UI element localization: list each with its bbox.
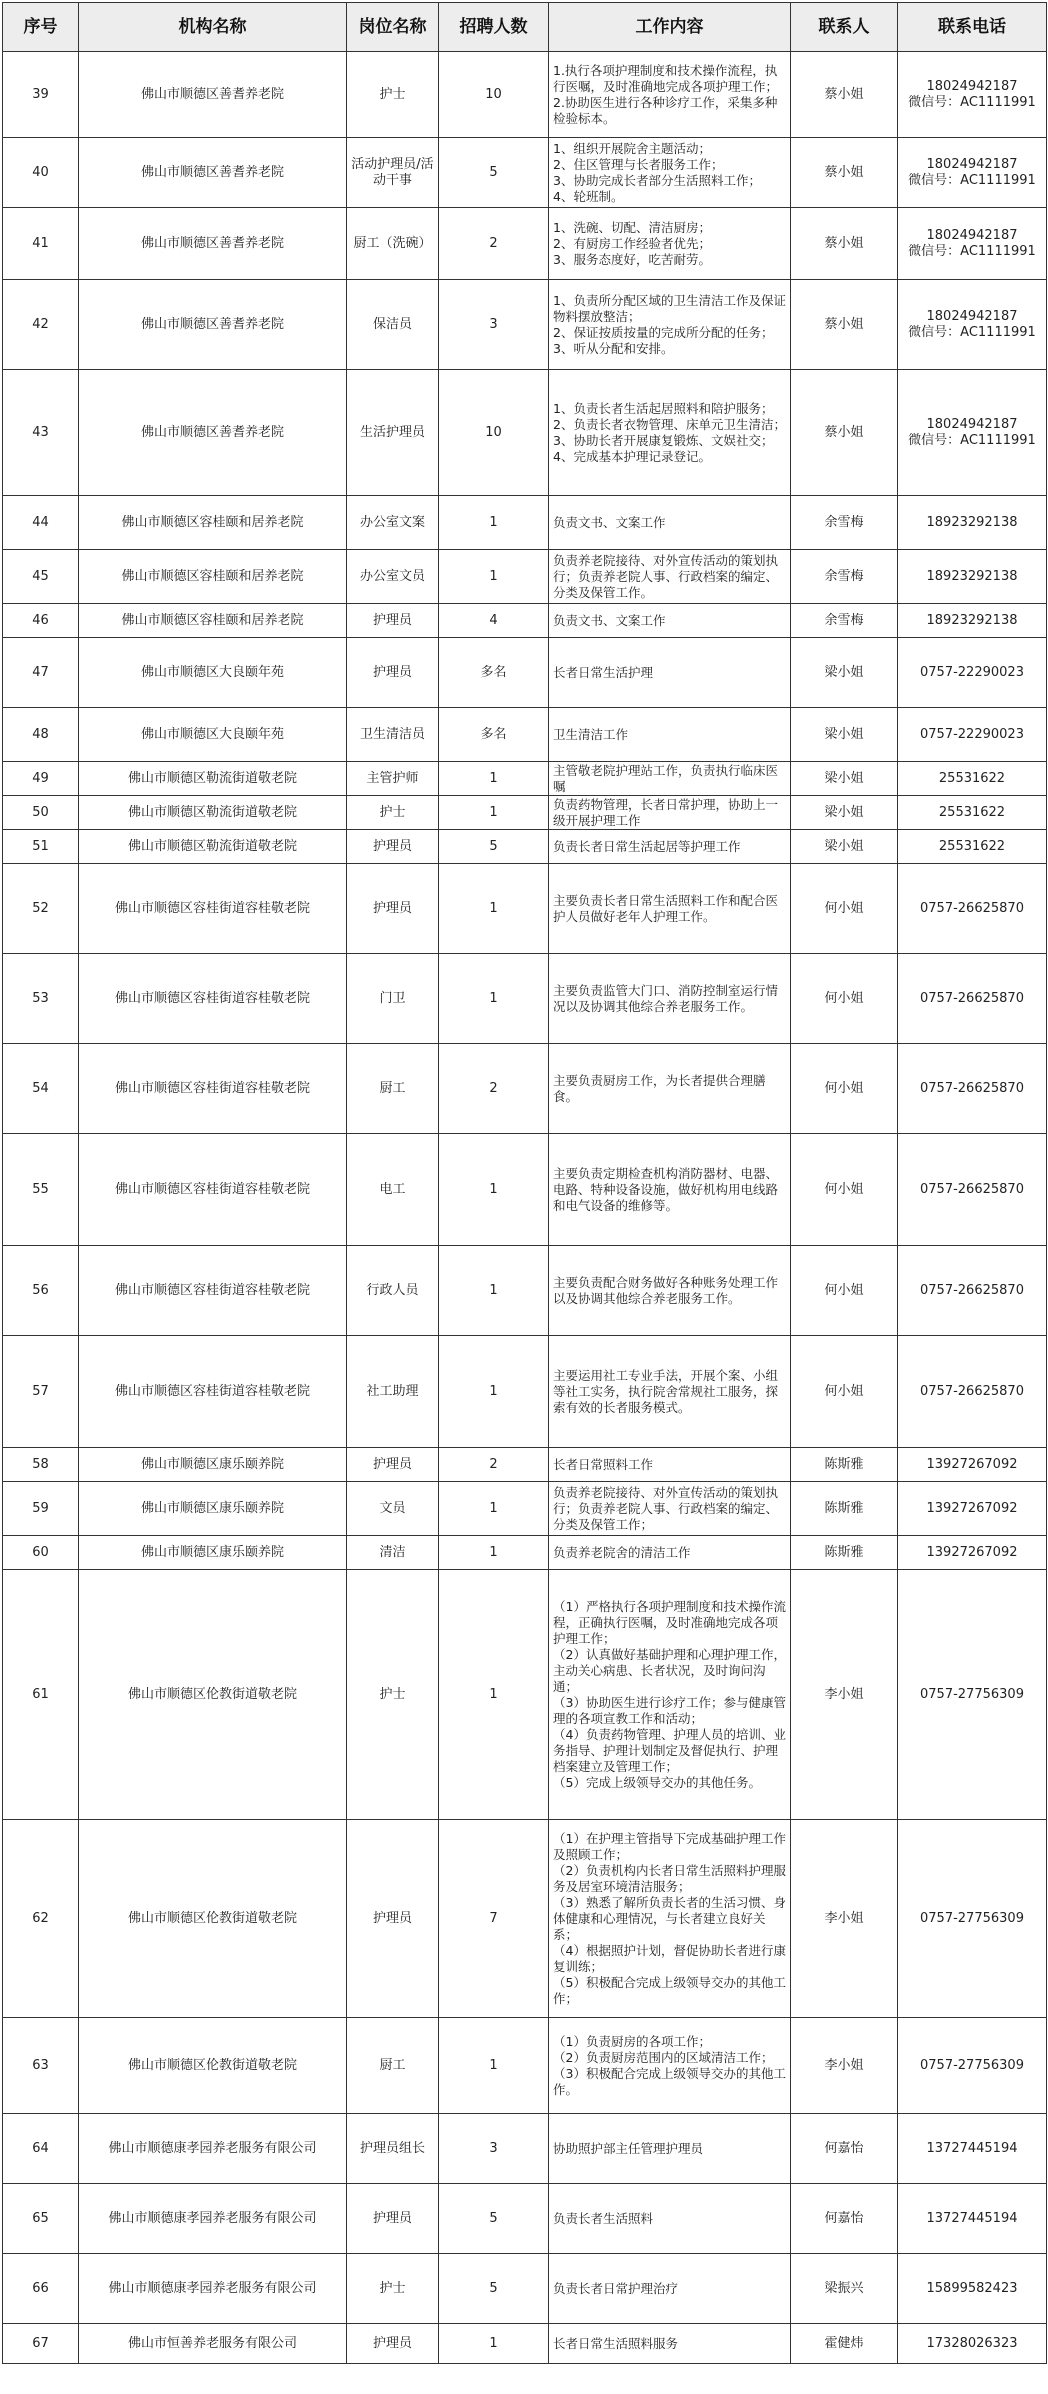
row-post: 护理员 <box>347 864 439 954</box>
row-post: 门卫 <box>347 954 439 1044</box>
header-index: 序号 <box>3 3 79 52</box>
row-count: 1 <box>439 1482 549 1536</box>
row-index: 62 <box>3 1820 79 2018</box>
row-work: 负责养老院舍的清洁工作 <box>549 1536 791 1570</box>
row-count: 1 <box>439 796 549 830</box>
row-org: 佛山市顺德区勒流街道敬老院 <box>79 762 347 796</box>
row-index: 44 <box>3 496 79 550</box>
table-row <box>3 954 1047 1044</box>
row-org: 佛山市顺德区勒流街道敬老院 <box>79 796 347 830</box>
table-row <box>3 52 1047 138</box>
row-phone: 18024942187 微信号：AC1111991 <box>898 52 1047 138</box>
table-row <box>3 550 1047 604</box>
table-row <box>3 1820 1047 2018</box>
row-count: 5 <box>439 2184 549 2254</box>
row-work: 负责养老院接待、对外宣传活动的策划执行；负责养老院人事、行政档案的编定、分类及保管工作。 <box>549 550 791 604</box>
row-post: 主管护师 <box>347 762 439 796</box>
row-index: 52 <box>3 864 79 954</box>
row-index: 51 <box>3 830 79 864</box>
table-row <box>3 2254 1047 2324</box>
row-contact: 何嘉怡 <box>791 2114 898 2184</box>
row-count: 3 <box>439 2114 549 2184</box>
row-contact: 梁小姐 <box>791 762 898 796</box>
row-contact: 梁小姐 <box>791 708 898 762</box>
header-org: 机构名称 <box>79 3 347 52</box>
row-work: 主要负责配合财务做好各种账务处理工作以及协调其他综合养老服务工作。 <box>549 1246 791 1336</box>
row-post: 护理员组长 <box>347 2114 439 2184</box>
row-work: （1）负责厨房的各项工作； （2）负责厨房范围内的区域清洁工作； （3）积极配合完成上级领导交办的其他工作。 <box>549 2018 791 2114</box>
table-row <box>3 708 1047 762</box>
row-contact: 余雪梅 <box>791 604 898 638</box>
row-contact: 余雪梅 <box>791 550 898 604</box>
row-count: 1 <box>439 864 549 954</box>
recruitment-table <box>2 2 1047 2364</box>
row-work: 负责文书、文案工作 <box>549 496 791 550</box>
row-index: 45 <box>3 550 79 604</box>
header-phone: 联系电话 <box>898 3 1047 52</box>
row-post: 电工 <box>347 1134 439 1246</box>
row-work: 卫生清洁工作 <box>549 708 791 762</box>
row-post: 保洁员 <box>347 280 439 370</box>
table-row <box>3 1246 1047 1336</box>
row-post: 护士 <box>347 1570 439 1820</box>
row-contact: 蔡小姐 <box>791 370 898 496</box>
row-contact: 梁小姐 <box>791 796 898 830</box>
row-post: 护士 <box>347 52 439 138</box>
row-org: 佛山市顺德区康乐颐养院 <box>79 1448 347 1482</box>
row-contact: 霍健炜 <box>791 2324 898 2364</box>
row-org: 佛山市顺德区容桂街道容桂敬老院 <box>79 1246 347 1336</box>
row-work: 长者日常生活护理 <box>549 638 791 708</box>
row-count: 2 <box>439 208 549 280</box>
table-row <box>3 370 1047 496</box>
row-work: 主管敬老院护理站工作，负责执行临床医嘱 <box>549 762 791 796</box>
header-contact: 联系人 <box>791 3 898 52</box>
row-phone: 13727445194 <box>898 2184 1047 2254</box>
row-index: 63 <box>3 2018 79 2114</box>
row-work: 协助照护部主任管理护理员 <box>549 2114 791 2184</box>
row-index: 46 <box>3 604 79 638</box>
row-index: 41 <box>3 208 79 280</box>
row-org: 佛山市顺德区大良颐年苑 <box>79 708 347 762</box>
row-count: 10 <box>439 370 549 496</box>
row-contact: 陈斯雅 <box>791 1536 898 1570</box>
row-work: 1、组织开展院舍主题活动； 2、住区管理与长者服务工作； 3、协助完成长者部分生活照料工作； 4、轮班制。 <box>549 138 791 208</box>
row-post: 护理员 <box>347 2184 439 2254</box>
row-post: 护理员 <box>347 604 439 638</box>
header-count: 招聘人数 <box>439 3 549 52</box>
row-phone: 25531622 <box>898 796 1047 830</box>
row-org: 佛山市顺德区大良颐年苑 <box>79 638 347 708</box>
row-contact: 何小姐 <box>791 1336 898 1448</box>
row-contact: 梁小姐 <box>791 638 898 708</box>
row-count: 多名 <box>439 708 549 762</box>
row-count: 多名 <box>439 638 549 708</box>
row-phone: 13927267092 <box>898 1536 1047 1570</box>
row-org: 佛山市顺德区善耆养老院 <box>79 208 347 280</box>
row-count: 1 <box>439 550 549 604</box>
table-row <box>3 762 1047 796</box>
row-org: 佛山市顺德康孝园养老服务有限公司 <box>79 2114 347 2184</box>
row-org: 佛山市顺德区容桂街道容桂敬老院 <box>79 1336 347 1448</box>
row-work: 1.执行各项护理制度和技术操作流程，执行医嘱，及时准确地完成各项护理工作； 2.协助医生进行各种诊疗工作，采集多种检验标本。 <box>549 52 791 138</box>
row-contact: 蔡小姐 <box>791 208 898 280</box>
row-phone: 0757-27756309 <box>898 2018 1047 2114</box>
row-post: 厨工（洗碗） <box>347 208 439 280</box>
row-org: 佛山市恒善养老服务有限公司 <box>79 2324 347 2364</box>
row-org: 佛山市顺德区善耆养老院 <box>79 280 347 370</box>
row-org: 佛山市顺德区容桂街道容桂敬老院 <box>79 1134 347 1246</box>
row-phone: 13927267092 <box>898 1482 1047 1536</box>
row-phone: 0757-26625870 <box>898 954 1047 1044</box>
row-work: 负责文书、文案工作 <box>549 604 791 638</box>
row-contact: 何小姐 <box>791 864 898 954</box>
row-post: 护理员 <box>347 638 439 708</box>
row-index: 47 <box>3 638 79 708</box>
row-index: 67 <box>3 2324 79 2364</box>
row-count: 1 <box>439 2018 549 2114</box>
row-phone: 0757-22290023 <box>898 708 1047 762</box>
row-count: 1 <box>439 762 549 796</box>
row-post: 卫生清洁员 <box>347 708 439 762</box>
row-count: 3 <box>439 280 549 370</box>
table-row <box>3 1448 1047 1482</box>
row-count: 7 <box>439 1820 549 2018</box>
row-phone: 0757-26625870 <box>898 1044 1047 1134</box>
row-post: 办公室文案 <box>347 496 439 550</box>
row-phone: 0757-26625870 <box>898 1336 1047 1448</box>
row-work: 1、负责所分配区域的卫生清洁工作及保证物料摆放整洁； 2、保证按质按量的完成所分配的任务； 3、听从分配和安排。 <box>549 280 791 370</box>
row-work: 1、负责长者生活起居照料和陪护服务； 2、负责长者衣物管理、床单元卫生清洁； 3、协助长者开展康复锻炼、文娱社交； 4、完成基本护理记录登记。 <box>549 370 791 496</box>
row-contact: 陈斯雅 <box>791 1482 898 1536</box>
row-work: 负责长者生活照料 <box>549 2184 791 2254</box>
row-contact: 陈斯雅 <box>791 1448 898 1482</box>
table-row <box>3 2114 1047 2184</box>
row-phone: 18024942187 微信号：AC1111991 <box>898 208 1047 280</box>
row-index: 53 <box>3 954 79 1044</box>
row-post: 文员 <box>347 1482 439 1536</box>
row-post: 行政人员 <box>347 1246 439 1336</box>
row-phone: 18923292138 <box>898 496 1047 550</box>
row-index: 55 <box>3 1134 79 1246</box>
row-post: 生活护理员 <box>347 370 439 496</box>
table-row <box>3 796 1047 830</box>
table-body <box>3 52 1047 2364</box>
row-org: 佛山市顺德区容桂颐和居养老院 <box>79 550 347 604</box>
row-post: 护理员 <box>347 1448 439 1482</box>
row-phone: 0757-26625870 <box>898 864 1047 954</box>
row-contact: 李小姐 <box>791 1570 898 1820</box>
row-index: 57 <box>3 1336 79 1448</box>
row-post: 清洁 <box>347 1536 439 1570</box>
row-contact: 何嘉怡 <box>791 2184 898 2254</box>
row-phone: 25531622 <box>898 762 1047 796</box>
row-phone: 0757-27756309 <box>898 1570 1047 1820</box>
row-index: 54 <box>3 1044 79 1134</box>
row-phone: 13927267092 <box>898 1448 1047 1482</box>
row-index: 50 <box>3 796 79 830</box>
row-work: 主要负责厨房工作，为长者提供合理膳食。 <box>549 1044 791 1134</box>
row-index: 64 <box>3 2114 79 2184</box>
row-org: 佛山市顺德区伦教街道敬老院 <box>79 1570 347 1820</box>
row-org: 佛山市顺德区善耆养老院 <box>79 370 347 496</box>
row-work: （1）在护理主管指导下完成基础护理工作及照顾工作； （2）负责机构内长者日常生活照料护理服务及居室环境清洁服务； （3）熟悉了解所负责长者的生活习惯、身体健康和心理情况，与长者建立良好关系； （4）根据照护计划，督促协助长者进行康复训练； （5）积极配合完成上级领导交办的其他工作； <box>549 1820 791 2018</box>
row-work: 主要负责定期检查机构消防器材、电器、电路、特种设备设施，做好机构用电线路和电气设备的维修等。 <box>549 1134 791 1246</box>
row-count: 2 <box>439 1448 549 1482</box>
row-post: 厨工 <box>347 2018 439 2114</box>
row-index: 42 <box>3 280 79 370</box>
row-post: 护理员 <box>347 830 439 864</box>
table-row <box>3 280 1047 370</box>
table-row <box>3 864 1047 954</box>
row-count: 10 <box>439 52 549 138</box>
row-org: 佛山市顺德区容桂街道容桂敬老院 <box>79 1044 347 1134</box>
header-row <box>3 3 1047 52</box>
row-post: 护理员 <box>347 2324 439 2364</box>
row-phone: 18024942187 微信号：AC1111991 <box>898 138 1047 208</box>
row-org: 佛山市顺德区容桂街道容桂敬老院 <box>79 954 347 1044</box>
row-phone: 0757-26625870 <box>898 1134 1047 1246</box>
row-org: 佛山市顺德区伦教街道敬老院 <box>79 1820 347 2018</box>
row-post: 办公室文员 <box>347 550 439 604</box>
row-count: 5 <box>439 2254 549 2324</box>
row-count: 1 <box>439 496 549 550</box>
row-phone: 18923292138 <box>898 550 1047 604</box>
row-post: 厨工 <box>347 1044 439 1134</box>
row-post: 活动护理员/活动干事 <box>347 138 439 208</box>
row-phone: 13727445194 <box>898 2114 1047 2184</box>
row-count: 1 <box>439 1336 549 1448</box>
table-row <box>3 138 1047 208</box>
row-post: 社工助理 <box>347 1336 439 1448</box>
table-row <box>3 1536 1047 1570</box>
row-contact: 李小姐 <box>791 2018 898 2114</box>
table-row <box>3 2018 1047 2114</box>
row-count: 1 <box>439 954 549 1044</box>
row-count: 1 <box>439 2324 549 2364</box>
row-work: 1、洗碗、切配、清洁厨房； 2、有厨房工作经验者优先； 3、服务态度好，吃苦耐劳。 <box>549 208 791 280</box>
row-contact: 李小姐 <box>791 1820 898 2018</box>
row-index: 59 <box>3 1482 79 1536</box>
row-org: 佛山市顺德区康乐颐养院 <box>79 1482 347 1536</box>
row-contact: 何小姐 <box>791 1246 898 1336</box>
row-contact: 余雪梅 <box>791 496 898 550</box>
row-index: 43 <box>3 370 79 496</box>
row-post: 护士 <box>347 2254 439 2324</box>
row-count: 2 <box>439 1044 549 1134</box>
row-count: 1 <box>439 1134 549 1246</box>
row-work: 主要运用社工专业手法，开展个案、小组等社工实务，执行院舍常规社工服务，探索有效的长者服务模式。 <box>549 1336 791 1448</box>
table-row <box>3 1570 1047 1820</box>
row-contact: 蔡小姐 <box>791 280 898 370</box>
row-index: 48 <box>3 708 79 762</box>
row-work: 长者日常照料工作 <box>549 1448 791 1482</box>
row-work: 长者日常生活照料服务 <box>549 2324 791 2364</box>
row-phone: 0757-27756309 <box>898 1820 1047 2018</box>
row-org: 佛山市顺德康孝园养老服务有限公司 <box>79 2184 347 2254</box>
row-work: 负责长者日常生活起居等护理工作 <box>549 830 791 864</box>
row-phone: 25531622 <box>898 830 1047 864</box>
row-work: 主要负责长者日常生活照料工作和配合医护人员做好老年人护理工作。 <box>549 864 791 954</box>
row-org: 佛山市顺德区康乐颐养院 <box>79 1536 347 1570</box>
row-org: 佛山市顺德区容桂颐和居养老院 <box>79 496 347 550</box>
row-index: 60 <box>3 1536 79 1570</box>
row-org: 佛山市顺德康孝园养老服务有限公司 <box>79 2254 347 2324</box>
row-count: 1 <box>439 1570 549 1820</box>
row-work: 主要负责监管大门口、消防控制室运行情况以及协调其他综合养老服务工作。 <box>549 954 791 1044</box>
row-org: 佛山市顺德区善耆养老院 <box>79 138 347 208</box>
row-index: 49 <box>3 762 79 796</box>
row-phone: 15899582423 <box>898 2254 1047 2324</box>
row-index: 40 <box>3 138 79 208</box>
row-count: 5 <box>439 830 549 864</box>
table-row <box>3 638 1047 708</box>
table-row <box>3 830 1047 864</box>
table-row <box>3 1336 1047 1448</box>
row-index: 58 <box>3 1448 79 1482</box>
row-index: 39 <box>3 52 79 138</box>
row-post: 护士 <box>347 796 439 830</box>
table-row <box>3 1044 1047 1134</box>
row-contact: 蔡小姐 <box>791 52 898 138</box>
row-phone: 18024942187 微信号：AC1111991 <box>898 370 1047 496</box>
header-post: 岗位名称 <box>347 3 439 52</box>
row-phone: 0757-22290023 <box>898 638 1047 708</box>
row-org: 佛山市顺德区善耆养老院 <box>79 52 347 138</box>
row-index: 61 <box>3 1570 79 1820</box>
row-index: 65 <box>3 2184 79 2254</box>
table-row <box>3 208 1047 280</box>
row-org: 佛山市顺德区伦教街道敬老院 <box>79 2018 347 2114</box>
table-row <box>3 496 1047 550</box>
table-row <box>3 1134 1047 1246</box>
row-org: 佛山市顺德区容桂街道容桂敬老院 <box>79 864 347 954</box>
row-work: （1）严格执行各项护理制度和技术操作流程，正确执行医嘱，及时准确地完成各项护理工作； （2）认真做好基础护理和心理护理工作，主动关心病患、长者状况，及时询问沟通； （3）协助医生进行诊疗工作；参与健康管理的各项宣教工作和活动； （4）负责药物管理、护理人员的培训、业务指导、护理计划制定及督促执行、护理档案建立及管理工作； （5）完成上级领导交办的其他任务。 <box>549 1570 791 1820</box>
row-phone: 18923292138 <box>898 604 1047 638</box>
table-row <box>3 1482 1047 1536</box>
row-contact: 梁小姐 <box>791 830 898 864</box>
row-work: 负责药物管理，长者日常护理，协助上一级开展护理工作 <box>549 796 791 830</box>
row-phone: 18024942187 微信号：AC1111991 <box>898 280 1047 370</box>
row-contact: 何小姐 <box>791 1044 898 1134</box>
row-phone: 0757-26625870 <box>898 1246 1047 1336</box>
row-org: 佛山市顺德区勒流街道敬老院 <box>79 830 347 864</box>
row-post: 护理员 <box>347 1820 439 2018</box>
header-work: 工作内容 <box>549 3 791 52</box>
row-org: 佛山市顺德区容桂颐和居养老院 <box>79 604 347 638</box>
table-row <box>3 604 1047 638</box>
table-row <box>3 2324 1047 2364</box>
row-contact: 梁振兴 <box>791 2254 898 2324</box>
row-contact: 何小姐 <box>791 954 898 1044</box>
row-work: 负责养老院接待、对外宣传活动的策划执行；负责养老院人事、行政档案的编定、分类及保管工作； <box>549 1482 791 1536</box>
row-contact: 蔡小姐 <box>791 138 898 208</box>
row-contact: 何小姐 <box>791 1134 898 1246</box>
row-count: 4 <box>439 604 549 638</box>
row-phone: 17328026323 <box>898 2324 1047 2364</box>
row-index: 66 <box>3 2254 79 2324</box>
row-work: 负责长者日常护理治疗 <box>549 2254 791 2324</box>
row-index: 56 <box>3 1246 79 1336</box>
row-count: 5 <box>439 138 549 208</box>
table-row <box>3 2184 1047 2254</box>
row-count: 1 <box>439 1536 549 1570</box>
row-count: 1 <box>439 1246 549 1336</box>
